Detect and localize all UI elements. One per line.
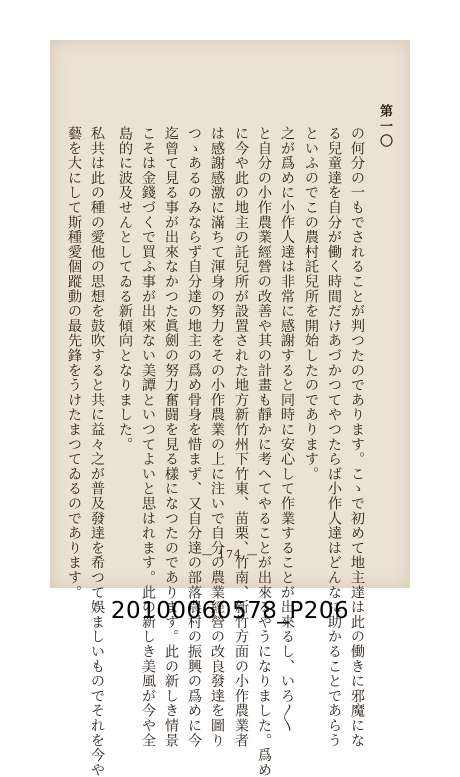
page-header: 第一〇 — [377, 104, 392, 149]
page-number: — 174 — — [201, 548, 259, 561]
text-line: は感謝感激に滿ちて渾身の努力をその小作農業の上に注いで自分の農業經營の改良發達を圖り — [209, 126, 225, 748]
text-line: 私共は此の種の愛他の思想を鼓吹すると共に益々之が普及發達を希つて娛ましいものでそれを今や — [89, 126, 105, 777]
text-line: といふのでこの農村託兒所を開始したのであります。 — [303, 126, 319, 482]
text-line: つゝあるのみならず自分達の地主の爲め骨身を惜まず、又自分達の部落農村の振興の爲めに今 — [186, 126, 202, 748]
text-line: る兒童達を自分が働く時間だけあづかつてやつたらば小作人達はどんなに助かることであらう — [326, 126, 342, 748]
text-line: 之が爲めに小作人達は非常に感謝すると同時に安心して作業することが出來るし、いろ〳〵 — [279, 126, 295, 733]
text-line: と自分の小作農業經營の改善や其の計畫も靜かに考へてやることが出來るやうになりました。爲め — [256, 126, 272, 777]
text-line: の何分の一もでされることが判つたのであります。こゝで初めて地主達は此の働きに邪魔にな — [349, 126, 365, 748]
text-line: 藝を大にして斯種愛個蹤動の最先鋒をうけたまつてゐるのであります。 — [66, 126, 82, 600]
text-line: 迄曾て見る事が出來なかつた眞劍の努力奮闘を見る樣になつたのであります。此の新しき情景 — [163, 126, 179, 748]
text-line: 島的に波及せんとしてゐる新傾向となりました。 — [117, 126, 133, 452]
image-caption: 20100060578_P206 — [110, 598, 350, 624]
text-line: こそは金錢づくで買ふ事が出來ない美譚といつてよいと思はれます。此の新しき美風が今や全 — [140, 126, 156, 748]
text-line: に今や此の地主の託兒所が設置された地方新竹州下竹東、苗栗、竹南、新竹方面の小作農業者 — [233, 126, 249, 748]
